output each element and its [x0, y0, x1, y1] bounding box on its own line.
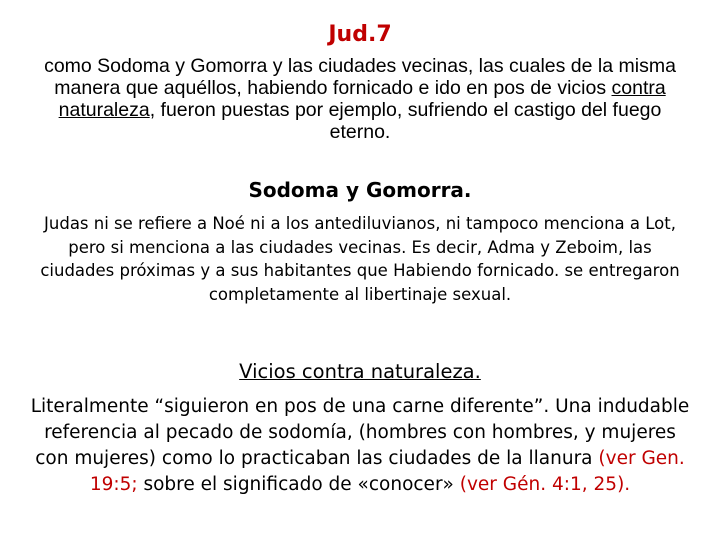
reference-gen-4: (ver Gén. 4:1, 25).	[459, 474, 631, 495]
verse-part-1: como Sodoma y Gomorra y las ciudades vecinas, las cuales de la misma manera que aquéllos, habiendo fornicado e ido en pos de vicios	[44, 55, 676, 99]
vicios-text-a: Literalmente “siguieron en pos de una carne diferente”. Una indudable referencia al pecado de sodomía, (hombres con hombres, y mujeres con mujeres) como lo practicaban las ciudades de la llanura	[30, 396, 690, 469]
verse-underlined: contra naturaleza	[58, 77, 666, 121]
slide-title: Jud.7	[328, 22, 392, 47]
verse-part-2: , fueron puestas por ejemplo, sufriendo el castigo del fuego eterno.	[149, 99, 662, 143]
reference-gen-19: (ver Gen. 19:5;	[89, 448, 685, 495]
section-heading-vicios: Vicios contra naturaleza.	[239, 360, 481, 383]
section-heading-sodoma: Sodoma y Gomorra.	[248, 178, 472, 202]
section-text-vicios	[30, 394, 690, 498]
section-text-sodoma: Judas ni se refiere a Noé ni a los antediluvianos, ni tampoco menciona a Lot, pero si menciona a las ciudades vecinas. Es decir, Adma y Zeboim, las ciudades próximas y a sus habitantes que Habiendo fornicado. se entregaron completamente al libertinaje sexual.	[40, 214, 680, 304]
vicios-text-b: sobre el significado de «conocer»	[137, 474, 460, 495]
verse-text	[40, 55, 680, 143]
